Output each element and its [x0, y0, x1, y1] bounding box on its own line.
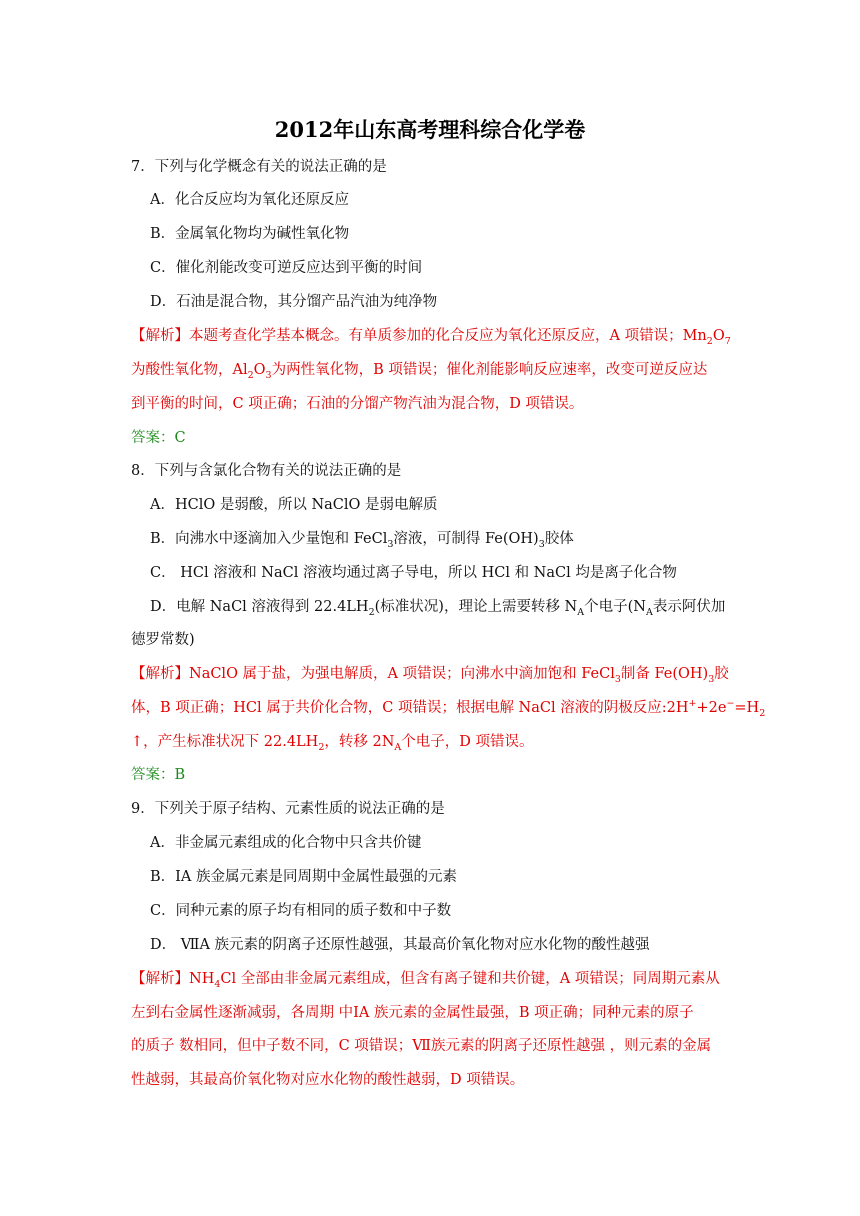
question-7-analysis-line-3: 到平衡的时间，C 项正确；石油的分馏产物汽油为混合物，D 项错误。	[131, 396, 584, 412]
question-7-option-c: C．催化剂能改变可逆反应达到平衡的时间	[150, 260, 423, 276]
question-8-stem: 8．下列与含氯化合物有关的说法正确的是	[131, 463, 402, 479]
page-title: 2012年山东高考理科综合化学卷	[274, 117, 586, 142]
question-9-analysis-line-1: 【解析】$NH_4Cl$ 全部由非金属元素组成，但含有离子键和共价键，A 项错误；同周期元素从	[131, 971, 720, 990]
question-9-analysis-line-2: 左到右金属性逐渐减弱，各周期 中ⅠA 族元素的金属性最强，B 项正确；同种元素的原子	[131, 1005, 694, 1021]
question-7-option-d: D．石油是混合物，其分馏产品汽油为纯净物	[150, 294, 438, 310]
question-8-option-b: B．向沸水中逐滴加入少量饱和 FeCl$_3$溶液，可制得 $Fe(OH)_3$胶体	[150, 531, 574, 550]
question-8-analysis-line-2: 体，B 项正确；HCl 属于共价化合物，C 项错误；根据电解 NaCl 溶液的阴极反应$:2H^++2e^-=H_2$	[131, 698, 766, 719]
question-8-answer: 答案：B	[131, 767, 186, 783]
question-7-analysis-line-2: 为酸性氧化物，$Al_2O_3$为两性氧化物，B 项错误；催化剂能影响反应速率，改变可逆反应达	[131, 362, 708, 381]
question-7-option-b: B．金属氧化物均为碱性氧化物	[150, 226, 350, 242]
question-8-analysis-line-3: ↑，产生标准状况下 $22.4LH_2$，转移 $2N_A$个电子，D 项错误。	[131, 734, 534, 753]
question-7-stem: 7．下列与化学概念有关的说法正确的是	[131, 159, 387, 175]
question-9-option-c: C．同种元素的原子均有相同的质子数和中子数	[150, 903, 452, 919]
question-7-answer: 答案：C	[131, 430, 186, 446]
question-8-option-c: C． HCl 溶液和 NaCl 溶液均通过离子导电，所以 HCl 和 NaCl 均是离子化合物	[150, 565, 677, 581]
question-8-option-d: D．电解 NaCl 溶液得到 $22.4LH_2$(标准状况)，理论上需要转移 $N_A$个电子($N_A$表示阿伏加	[150, 599, 726, 618]
question-8-option-a: A．HClO 是弱酸，所以 NaClO 是弱电解质	[150, 497, 438, 513]
question-9-option-b: B．IA 族金属元素是同周期中金属性最强的元素	[150, 869, 457, 885]
question-9-option-a: A．非金属元素组成的化合物中只含共价键	[150, 835, 422, 851]
analysis-tag: 【解析】	[131, 328, 189, 344]
question-9-analysis-line-3: 的质子 数相同，但中子数不同，C 项错误；Ⅶ族元素的阴离子还原性越强 ，则元素的金属	[131, 1038, 712, 1054]
question-9-option-d: D． ⅦA 族元素的阴离子还原性越强，其最高价氧化物对应水化物的酸性越强	[150, 937, 650, 953]
question-8-analysis-line-1: 【解析】NaClO 属于盐，为强电解质，A 项错误；向沸水中滴加饱和 FeCl$_3$制备 $Fe(OH)_3$胶	[131, 666, 729, 685]
question-7-analysis-line-1: 【解析】本题考查化学基本概念。有单质参加的化合反应为氧化还原反应，A 项错误；$Mn_2O_7$	[131, 328, 731, 347]
question-9-analysis-line-4: 性越弱，其最高价氧化物对应水化物的酸性越弱，D 项错误。	[131, 1072, 525, 1088]
analysis-tag: 【解析】	[131, 666, 189, 682]
question-9-stem: 9．下列关于原子结构、元素性质的说法正确的是	[131, 801, 445, 817]
question-7-option-a: A．化合反应均为氧化还原反应	[150, 192, 349, 208]
analysis-tag: 【解析】	[131, 971, 189, 987]
question-8-option-d-continued: 德罗常数)	[131, 632, 195, 648]
